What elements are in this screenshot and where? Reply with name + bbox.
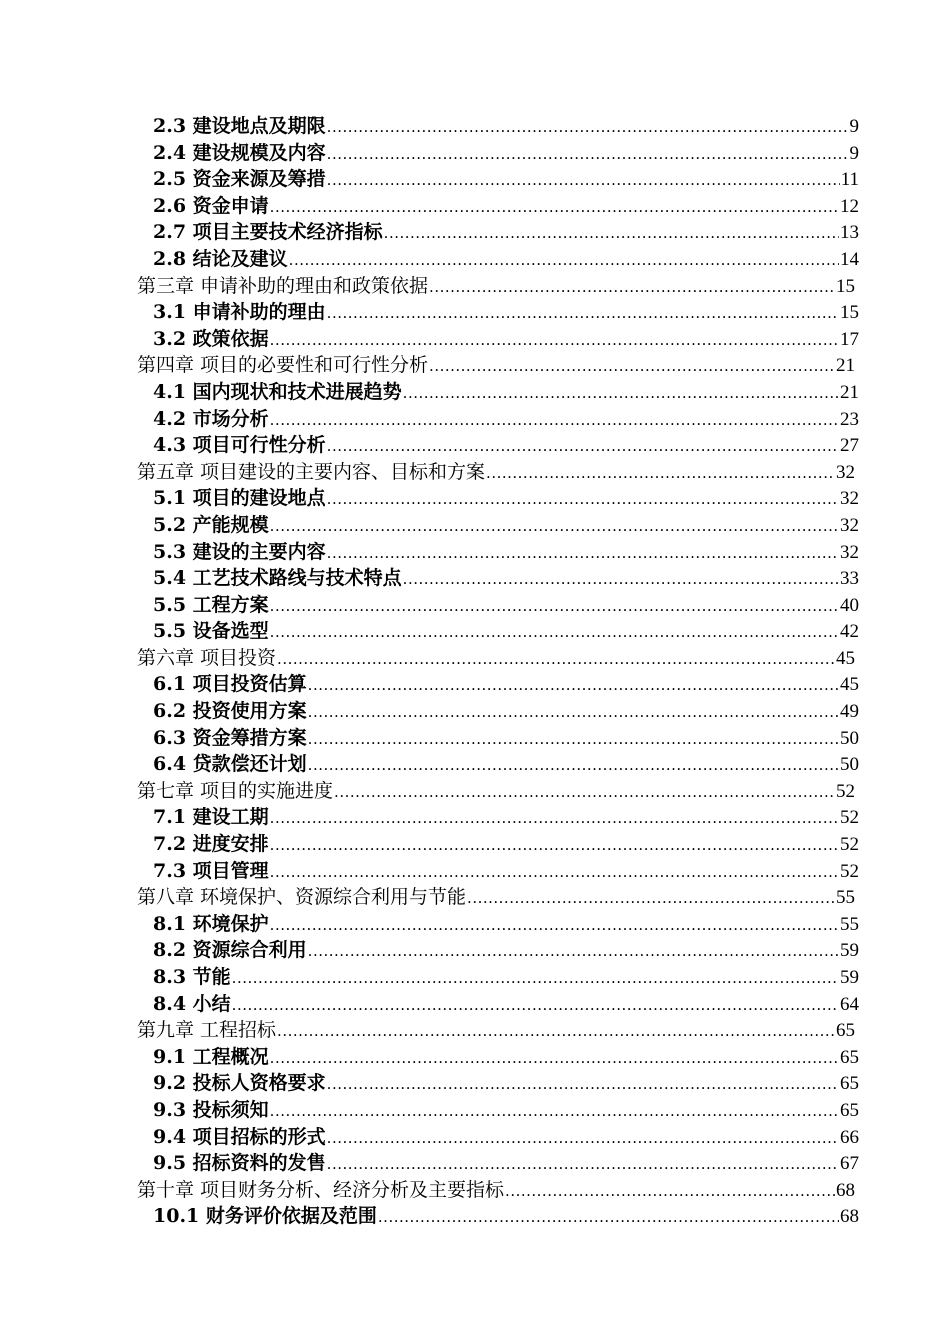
- toc-entry-page-number: 50: [840, 727, 859, 749]
- toc-entry-title: 2.4 建设规模及内容: [153, 141, 326, 164]
- toc-entry-title: 4.1 国内现状和技术进展趋势: [153, 380, 402, 403]
- toc-section-entry[interactable]: [137, 725, 859, 752]
- toc-entry-title: 7.3 项目管理: [153, 859, 269, 882]
- toc-entry-page-number: 14: [840, 248, 859, 270]
- toc-dot-leader: [378, 1204, 839, 1231]
- toc-entry-page-number: 21: [836, 355, 855, 377]
- toc-entry-title: 6.4 贷款偿还计划: [153, 753, 307, 776]
- toc-chapter-entry[interactable]: [137, 778, 859, 805]
- toc-dot-leader: [270, 513, 839, 540]
- toc-entry-page-number: 32: [840, 488, 859, 510]
- toc-dot-leader: [467, 885, 835, 912]
- toc-entry-page-number: 65: [840, 1099, 859, 1121]
- toc-entry-title: 4.3 项目可行性分析: [153, 434, 326, 457]
- toc-entry-page-number: 55: [836, 887, 855, 909]
- toc-entry-title: 9.4 项目招标的形式: [153, 1125, 326, 1148]
- toc-dot-leader: [270, 805, 839, 832]
- toc-dot-leader: [327, 486, 839, 513]
- table-of-contents: [137, 113, 859, 1230]
- toc-section-entry[interactable]: [137, 964, 859, 991]
- toc-entry-title: 10.1 财务评价依据及范围: [153, 1205, 377, 1228]
- toc-entry-title: 第七章 项目的实施进度: [137, 779, 334, 802]
- toc-entry-title: 6.2 投资使用方案: [153, 700, 307, 723]
- toc-entry-title: 9.5 招标资料的发售: [153, 1152, 326, 1175]
- toc-section-entry[interactable]: [137, 937, 859, 964]
- toc-section-entry[interactable]: [137, 698, 859, 725]
- toc-dot-leader: [327, 433, 839, 460]
- toc-entry-page-number: 27: [840, 435, 859, 457]
- toc-entry-title: 第六章 项目投资: [137, 646, 277, 669]
- toc-chapter-entry[interactable]: [137, 645, 859, 672]
- toc-entry-title: 第五章 项目建设的主要内容、目标和方案: [137, 460, 486, 483]
- toc-entry-page-number: 65: [836, 1020, 855, 1042]
- toc-entry-title: 6.3 资金筹措方案: [153, 726, 307, 749]
- toc-entry-page-number: 32: [836, 461, 855, 483]
- toc-section-entry[interactable]: [137, 113, 859, 140]
- toc-entry-page-number: 68: [840, 1206, 859, 1228]
- toc-chapter-entry[interactable]: [137, 884, 859, 911]
- toc-dot-leader: [308, 752, 839, 779]
- toc-entry-title: 4.2 市场分析: [153, 407, 269, 430]
- toc-dot-leader: [327, 1071, 839, 1098]
- toc-entry-title: 3.1 申请补助的理由: [153, 301, 326, 324]
- toc-entry-page-number: 49: [840, 701, 859, 723]
- toc-entry-page-number: 64: [840, 993, 859, 1015]
- toc-entry-title: 8.2 资源综合利用: [153, 939, 307, 962]
- toc-chapter-entry[interactable]: [137, 1177, 859, 1204]
- toc-section-entry[interactable]: [137, 485, 859, 512]
- toc-entry-page-number: 12: [840, 195, 859, 217]
- toc-entry-page-number: 15: [840, 302, 859, 324]
- toc-dot-leader: [327, 141, 849, 168]
- toc-dot-leader: [327, 167, 840, 194]
- toc-dot-leader: [270, 859, 839, 886]
- toc-dot-leader: [403, 566, 839, 593]
- toc-entry-title: 3.2 政策依据: [153, 327, 269, 350]
- toc-section-entry[interactable]: [137, 326, 859, 353]
- toc-dot-leader: [232, 965, 839, 992]
- toc-section-entry[interactable]: [137, 539, 859, 566]
- toc-entry-title: 2.3 建设地点及期限: [153, 115, 326, 137]
- toc-entry-title: 5.5 设备选型: [153, 620, 269, 643]
- toc-section-entry[interactable]: [137, 1097, 859, 1124]
- toc-entry-title: 2.5 资金来源及筹措: [153, 168, 326, 191]
- toc-chapter-entry[interactable]: [137, 459, 859, 486]
- toc-entry-title: 7.2 进度安排: [153, 833, 269, 856]
- toc-section-entry[interactable]: [137, 804, 859, 831]
- toc-dot-leader: [270, 593, 839, 620]
- toc-section-entry[interactable]: [137, 991, 859, 1018]
- toc-entry-page-number: 13: [840, 222, 859, 244]
- toc-section-entry[interactable]: [137, 565, 859, 592]
- toc-dot-leader: [334, 779, 835, 806]
- toc-section-entry[interactable]: [137, 1070, 859, 1097]
- toc-entry-page-number: 52: [840, 834, 859, 856]
- toc-entry-title: 8.3 节能: [153, 966, 231, 988]
- toc-entry-page-number: 32: [840, 541, 859, 563]
- toc-entry-page-number: 68: [836, 1179, 855, 1201]
- toc-section-entry[interactable]: [137, 1044, 859, 1071]
- toc-dot-leader: [327, 1151, 839, 1178]
- toc-entry-title: 6.1 项目投资估算: [153, 673, 307, 696]
- toc-dot-leader: [327, 114, 849, 141]
- toc-section-entry[interactable]: [137, 299, 859, 326]
- toc-entry-page-number: 59: [840, 967, 859, 988]
- toc-dot-leader: [270, 832, 839, 859]
- toc-entry-page-number: 52: [836, 780, 855, 802]
- toc-section-entry[interactable]: [137, 219, 859, 246]
- toc-dot-leader: [270, 912, 839, 939]
- toc-entry-title: 第八章 环境保护、资源综合利用与节能: [137, 886, 467, 909]
- toc-entry-title: 5.3 建设的主要内容: [153, 540, 326, 563]
- toc-entry-page-number: 67: [840, 1153, 859, 1175]
- toc-entry-title: 第十章 项目财务分析、经济分析及主要指标: [137, 1178, 505, 1201]
- toc-dot-leader: [232, 992, 839, 1019]
- toc-entry-title: 5.5 工程方案: [153, 593, 269, 616]
- toc-entry-title: 9.3 投标须知: [153, 1098, 269, 1121]
- toc-entry-page-number: 45: [836, 647, 855, 669]
- toc-entry-page-number: 45: [840, 674, 859, 696]
- toc-section-entry[interactable]: [137, 432, 859, 459]
- toc-dot-leader: [270, 194, 839, 221]
- toc-entry-page-number: 50: [840, 754, 859, 776]
- toc-entry-page-number: 9: [849, 116, 859, 137]
- toc-dot-leader: [270, 1098, 839, 1125]
- toc-dot-leader: [486, 460, 835, 487]
- toc-entry-page-number: 42: [840, 621, 859, 643]
- toc-dot-leader: [270, 619, 839, 646]
- toc-section-entry[interactable]: [137, 1124, 859, 1151]
- toc-entry-page-number: 40: [840, 594, 859, 616]
- toc-section-entry[interactable]: [137, 858, 859, 885]
- toc-dot-leader: [277, 646, 835, 673]
- toc-entry-title: 8.4 小结: [153, 992, 231, 1015]
- toc-entry-page-number: 33: [840, 568, 859, 590]
- toc-entry-page-number: 32: [840, 514, 859, 536]
- toc-dot-leader: [505, 1178, 835, 1205]
- toc-section-entry[interactable]: [137, 831, 859, 858]
- toc-section-entry[interactable]: [137, 140, 859, 167]
- toc-dot-leader: [327, 540, 839, 567]
- toc-dot-leader: [429, 274, 835, 301]
- toc-entry-title: 9.2 投标人资格要求: [153, 1072, 326, 1095]
- toc-entry-title: 5.4 工艺技术路线与技术特点: [153, 567, 402, 590]
- toc-section-entry[interactable]: [137, 406, 859, 433]
- toc-entry-title: 第九章 工程招标: [137, 1019, 277, 1042]
- toc-section-entry[interactable]: [137, 193, 859, 220]
- toc-entry-title: 2.6 资金申请: [153, 194, 269, 217]
- toc-dot-leader: [327, 1125, 839, 1152]
- toc-entry-page-number: 15: [836, 275, 855, 297]
- toc-entry-page-number: 52: [840, 807, 859, 829]
- toc-section-entry[interactable]: [137, 671, 859, 698]
- toc-dot-leader: [403, 380, 839, 407]
- toc-entry-title: 9.1 工程概况: [153, 1045, 269, 1068]
- toc-section-entry[interactable]: [137, 592, 859, 619]
- toc-entry-page-number: 65: [840, 1046, 859, 1068]
- toc-dot-leader: [308, 938, 839, 965]
- toc-entry-page-number: 17: [840, 328, 859, 350]
- toc-section-entry[interactable]: [137, 246, 859, 273]
- toc-dot-leader: [308, 699, 839, 726]
- toc-entry-title: 第三章 申请补助的理由和政策依据: [137, 274, 429, 297]
- toc-entry-title: 2.7 项目主要技术经济指标: [153, 221, 383, 244]
- toc-section-entry[interactable]: [137, 618, 859, 645]
- toc-entry-page-number: 21: [840, 381, 859, 403]
- toc-entry-title: 8.1 环境保护: [153, 912, 269, 935]
- toc-section-entry[interactable]: [137, 379, 859, 406]
- toc-chapter-entry[interactable]: [137, 1017, 859, 1044]
- toc-section-entry[interactable]: [137, 1203, 859, 1230]
- toc-dot-leader: [270, 1045, 839, 1072]
- toc-section-entry[interactable]: [137, 751, 859, 778]
- toc-dot-leader: [308, 672, 839, 699]
- toc-dot-leader: [270, 327, 839, 354]
- toc-entry-page-number: 9: [849, 142, 859, 164]
- toc-entry-title: 2.8 结论及建议: [153, 247, 288, 270]
- toc-entry-page-number: 65: [840, 1073, 859, 1095]
- toc-dot-leader: [277, 1018, 835, 1045]
- toc-dot-leader: [308, 726, 839, 753]
- toc-dot-leader: [270, 407, 839, 434]
- toc-entry-page-number: 55: [840, 913, 859, 935]
- toc-entry-title: 5.1 项目的建设地点: [153, 487, 326, 510]
- toc-section-entry[interactable]: [137, 166, 859, 193]
- toc-entry-page-number: 66: [840, 1126, 859, 1148]
- toc-entry-page-number: 11: [840, 169, 859, 191]
- toc-dot-leader: [289, 247, 839, 274]
- toc-entry-title: 5.2 产能规模: [153, 513, 269, 536]
- toc-entry-title: 7.1 建设工期: [153, 806, 269, 829]
- toc-dot-leader: [429, 353, 835, 380]
- toc-dot-leader: [327, 300, 839, 327]
- toc-chapter-entry[interactable]: [137, 273, 859, 300]
- toc-entry-page-number: 23: [840, 408, 859, 430]
- toc-dot-leader: [384, 220, 839, 247]
- toc-section-entry[interactable]: [137, 911, 859, 938]
- toc-entry-page-number: 52: [840, 860, 859, 882]
- toc-section-entry[interactable]: [137, 512, 859, 539]
- toc-entry-title: 第四章 项目的必要性和可行性分析: [137, 354, 429, 377]
- toc-chapter-entry[interactable]: [137, 352, 859, 379]
- toc-section-entry[interactable]: [137, 1150, 859, 1177]
- toc-entry-page-number: 59: [840, 940, 859, 962]
